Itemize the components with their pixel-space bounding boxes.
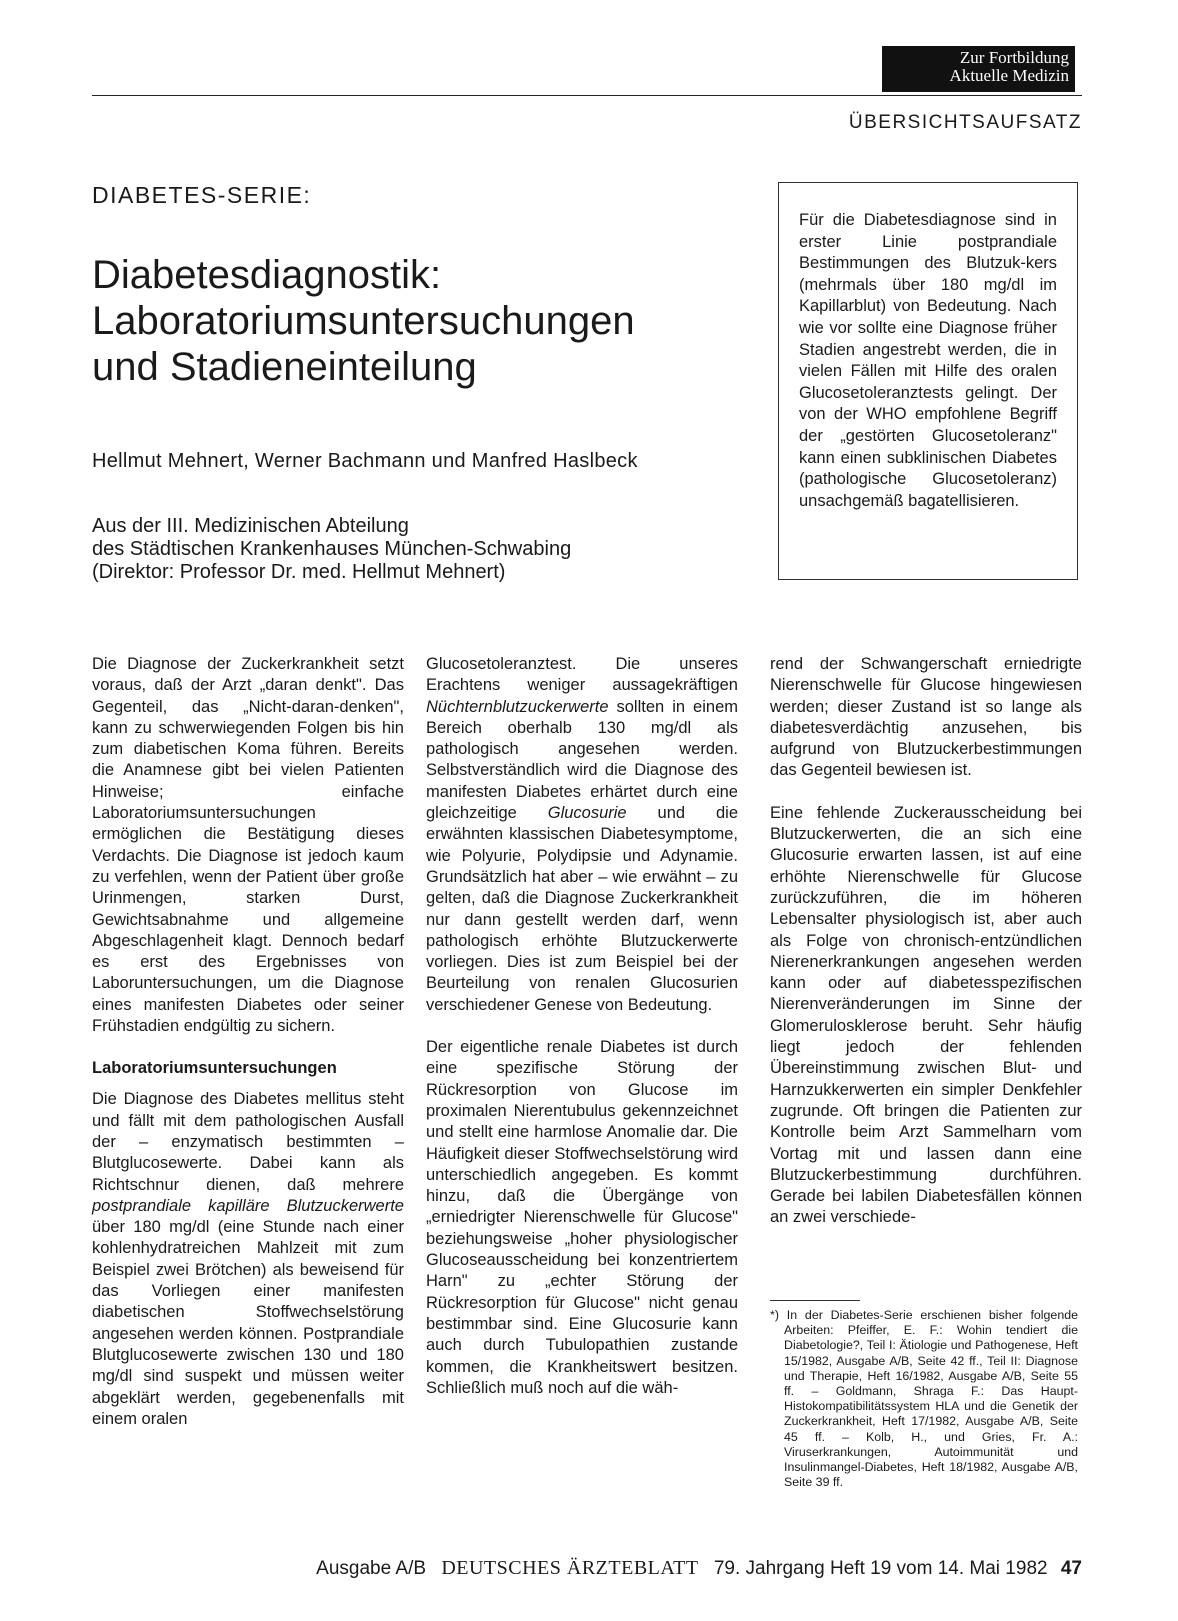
series-label: DIABETES-SERIE: [92,182,312,208]
text-run: Die Diagnose des Diabetes mellitus steht und fällt mit dem pathologischen Ausfall der – enzymatisch bestimmten – Blutglucosewerte. Dabei kann als Richtschnur dienen, daß mehrere [92,1090,404,1194]
badge-line-1: Zur Fortbildung [959,48,1069,67]
issue-info: 79. Jahrgang Heft 19 vom 14. Mai 1982 [713,1558,1048,1579]
edition: Ausgabe A/B [316,1558,427,1579]
title-line-1: Diabetesdiagnostik: [92,253,442,297]
body-column-1 [92,654,404,1451]
emphasis: Glucosurie [547,804,627,823]
page-number: 47 [1060,1558,1082,1579]
paragraph [426,654,738,1016]
article-type: ÜBERSICHTSAUFSATZ [848,112,1082,133]
emphasis: Nüchternblutzuckerwerte [426,697,609,716]
affiliation-line-2: des Städtischen Krankenhauses München-Schwabing [92,538,572,560]
title-line-2: Laboratoriumsuntersuchungen [92,299,635,343]
abstract-box: Für die Diabetesdiagnose sind in erster Linie postprandiale Bestimmungen des Blutzuk-kers (mehrmals über 180 mg/dl im Kapillarblut) von Bedeutung. Nach wie vor sollte eine Diagnose früher Stadien angestrebt werden, die in vielen Fällen mit Hilfe des oralen Glucosetoleranztests gelingt. Der von der WHO empfohlene Begriff der „gestörten Glucosetoleranz" kann einen subklinischen Diabetes (pathologische Glucosetoleranz) unsachgemäß bagatellisieren. [778,182,1078,580]
authors: Hellmut Mehnert, Werner Bachmann und Manfred Haslbeck [92,450,638,472]
page-footer [270,1557,1082,1580]
affiliation-line-1: Aus der III. Medizinischen Abteilung [92,515,409,537]
paragraph: rend der Schwangerschaft erniedrigte Nierenschwelle für Glucose hingewiesen werden; dieser Zustand ist so lange als diabetesverdächtig anzusehen, bis aufgrund von Blutzuckerbestimmungen das Gegenteil bewiesen ist. [770,655,1082,780]
badge-line-2: Aktuelle Medizin [949,66,1069,85]
footnote: *) In der Diabetes-Serie erschienen bisher folgende Arbeiten: Pfeiffer, E. F.: Wohin tendiert die Diabetologie?, Teil I: Ätiologie und Pathogenese, Heft 15/1982, Ausgabe A/B, Seite 42 ff., Teil II: Diagnose und Therapie, Heft 16/1982, Ausgabe A/B, Seite 55 ff. – Goldmann, Shraga F.: Das Haupt-Histokompatibilitätssystem HLA und die Genetik der Zuckerkrankheit, Heft 17/1982, Ausgabe A/B, Seite 45 ff. – Kolb, H., und Gries, Fr. A.: Viruserkrankungen, Autoimmunität und Insulinmangel-Diabetes, Heft 18/1982, Ausgabe A/B, Seite 39 ff. [770,1308,1078,1490]
paragraph: Der eigentliche renale Diabetes ist durch eine spezifische Störung der Rückresorption von Glucose im proximalen Nierentubulus gekennzeichnet und stellt eine harmlose Anomalie dar. Die Häufigkeit dieser Stoffwechselstörung wird unterschiedlich angegeben. Es kommt hinzu, daß die Übergänge von „erniedrigter Nierenschwelle für Glucose" beziehungsweise „hoher physiologischer Glucoseausscheidung bei konzentriertem Harn" zu „echter Störung der Rückresorption für Glucose" nicht genau bestimmbar sind. Eine Glucosurie kann auch durch Tubulopathien zustande kommen, die Krankheitswert besitzen. Schließlich muß noch auf die wäh- [426,1038,738,1397]
text-run: sollten in einem Bereich oberhalb 130 mg/dl als pathologisch angesehen werden. Selbstverständlich wird die Diagnose des manifesten Diabetes erhärtet durch eine gleichzeitige [426,697,738,823]
emphasis: postprandiale kapilläre Blutzuckerwerte [92,1196,404,1215]
footnote-rule [770,1300,860,1301]
affiliation-line-3: (Direktor: Professor Dr. med. Hellmut Mehnert) [92,561,506,583]
paragraph: Eine fehlende Zuckerausscheidung bei Blutzuckerwerten, die an sich eine Glucosurie erwarten lassen, ist auf eine erhöhte Nierenschwelle für Glucose zurückzuführen, die im höheren Lebensalter physiologisch ist, aber auch als Folge von chronisch-entzündlichen Nierenerkrankungen angesehen werden kann oder auf diabetesspezifischen Nierenveränderungen im Sinne der Glomerulosklerose beruht. Sehr häufig liegt jedoch der fehlenden Übereinstimmung zwischen Blut- und Harnzukkerwerten ein simpler Denkfehler zugrunde. Oft bringen die Patienten zur Kontrolle beim Arzt Sammelharn vom Vortag mit und lassen dann eine Blutzuckerbestimmung durchführen. Gerade bei labilen Diabetesfällen können an zwei verschiede- [770,803,1082,1227]
journal-name: DEUTSCHES ÄRZTEBLATT [441,1557,699,1579]
text-run: und die erwähnten klassischen Diabetesymptome, wie Polyurie, Polydipsie und Adynamie. Grundsätzlich hat aber – wie erwähnt – zu gelten, daß die Diagnose Zuckerkrankheit nur dann gestellt werden darf, wenn pathologisch erhöhte Blutzuckerwerte vorliegen. Dies ist zum Beispiel bei der Beurteilung von renalen Glucosurien verschiedener Genese von Bedeutung. [426,804,739,1014]
text-run: Glucosetoleranztest. Die unseres Erachtens weniger aussagekräftigen [426,655,738,695]
body-column-2 [426,654,738,1420]
article-title [92,252,732,390]
paragraph [92,1089,404,1430]
header-rule [92,95,1082,96]
section-badge [882,46,1075,92]
title-line-3: und Stadieneinteilung [92,345,477,389]
affiliation [92,515,571,584]
text-run: über 180 mg/dl (eine Stunde nach einer kohlenhydratreichen Mahlzeit mit zum Beispiel zwei Brötchen) als beweisend für das Vorliegen einer manifesten diabetischen Stoffwechselstörung angesehen werden können. Postprandiale Blutglucosewerte zwischen 130 und 180 mg/dl sind suspekt und müssen weiter abgeklärt werden, gegebenenfalls mit einem oralen [92,1218,404,1428]
section-heading: Laboratoriumsuntersuchungen [92,1059,337,1078]
body-column-3 [770,654,1082,1250]
paragraph: Die Diagnose der Zuckerkrankheit setzt voraus, daß der Arzt „daran denkt". Das Gegenteil, das „Nicht-daran-denken", kann zu schwerwiegenden Folgen bis hin zum diabetischen Koma führen. Bereits die Anamnese gibt bei vielen Patienten Hinweise; einfache Laboratoriumsuntersuchungen ermöglichen die Bestätigung dieses Verdachts. Die Diagnose ist jedoch kaum zu verfehlen, wenn der Patient über große Urinmengen, starken Durst, Gewichtsabnahme und allgemeine Abgeschlagenheit klagt. Dennoch bedarf es erst des Ergebnisses von Laboruntersuchungen, um die Diagnose eines manifesten Diabetes oder seiner Frühstadien endgültig zu sichern. [92,655,404,1036]
